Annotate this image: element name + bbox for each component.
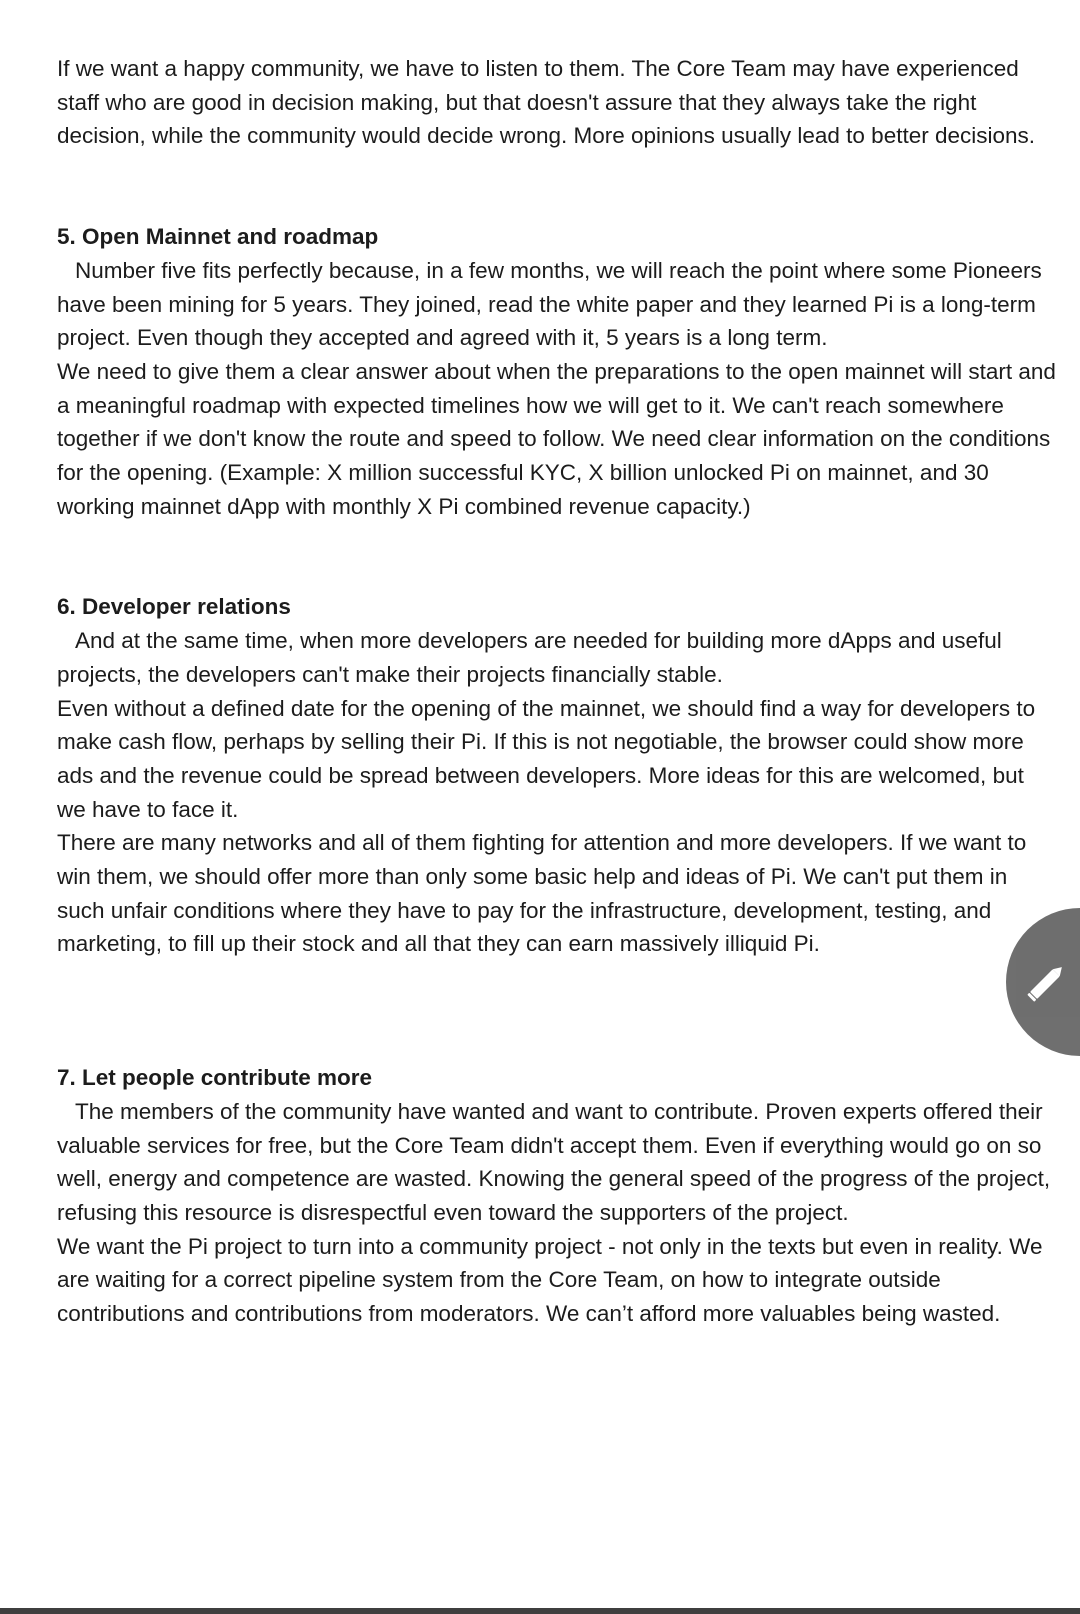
section-heading: 6. Developer relations <box>57 594 291 620</box>
pencil-icon <box>1024 959 1070 1005</box>
bottom-scroll-bar <box>0 1608 1080 1614</box>
section-heading: 7. Let people contribute more <box>57 1065 373 1091</box>
section-heading: 5. Open Mainnet and roadmap <box>57 224 379 250</box>
section-spacer <box>57 961 1057 1061</box>
section-paragraph: There are many networks and all of them fighting for attention and more developers. If we want to win them, we should offer more than only some basic help and ideas of Pi. We can't put them in such unfair conditions where they have to pay for the infrastructure, development, testing, and marketing, to fill up their stock and all that they can earn massively illiquid Pi. <box>57 830 1027 957</box>
section-open-mainnet <box>57 220 1057 523</box>
document-page <box>57 52 1057 1331</box>
section-paragraph: We want the Pi project to turn into a community project - not only in the texts but even in reality. We are waiting for a correct pipeline system from the Core Team, on how to integrate outside contributions and contributions from moderators. We can’t afford more valuables being wasted. <box>57 1233 1043 1327</box>
section-paragraph: Even without a defined date for the opening of the mainnet, we should find a way for developers to make cash flow, perhaps by selling their Pi. If this is not negotiable, the browser could show more ads and the revenue could be spread between developers. More ideas for this are welcomed, but we have to face it. <box>57 695 1036 822</box>
section-developer-relations <box>57 590 1057 961</box>
section-let-people-contribute <box>57 1061 1057 1331</box>
section-paragraph: The members of the community have wanted and want to contribute. Proven experts offered their valuable services for free, but the Core Team didn't accept them. Even if everything would go on so well, energy and competence are wasted. Knowing the general speed of the progress of the project, refusing this resource is disrespectful even toward the supporters of the project. <box>57 1098 1051 1225</box>
section-paragraph: Number five fits perfectly because, in a few months, we will reach the point where some Pioneers have been mining for 5 years. They joined, read the white paper and they learned Pi is a long-term project. Even though they accepted and agreed with it, 5 years is a long term. <box>57 257 1042 351</box>
section-paragraph: And at the same time, when more developers are needed for building more dApps and useful projects, the developers can't make their projects financially stable. <box>57 628 1002 687</box>
section-paragraph: We need to give them a clear answer about when the preparations to the open mainnet will start and a meaningful roadmap with expected timelines how we will get to it. We can't reach somewhere together if we don't know the route and speed to follow. We need clear information on the conditions for the opening. (Example: X million successful KYC, X billion unlocked Pi on mainnet, and 30 working mainnet dApp with monthly X Pi combined revenue capacity.) <box>57 358 1056 519</box>
intro-paragraph: If we want a happy community, we have to listen to them. The Core Team may have experienced staff who are good in decision making, but that doesn't assure that they always take the right decision, while the community would decide wrong. More opinions usually lead to better decisions. <box>57 56 1036 149</box>
section-spacer <box>57 523 1057 590</box>
section-spacer <box>57 153 1057 220</box>
